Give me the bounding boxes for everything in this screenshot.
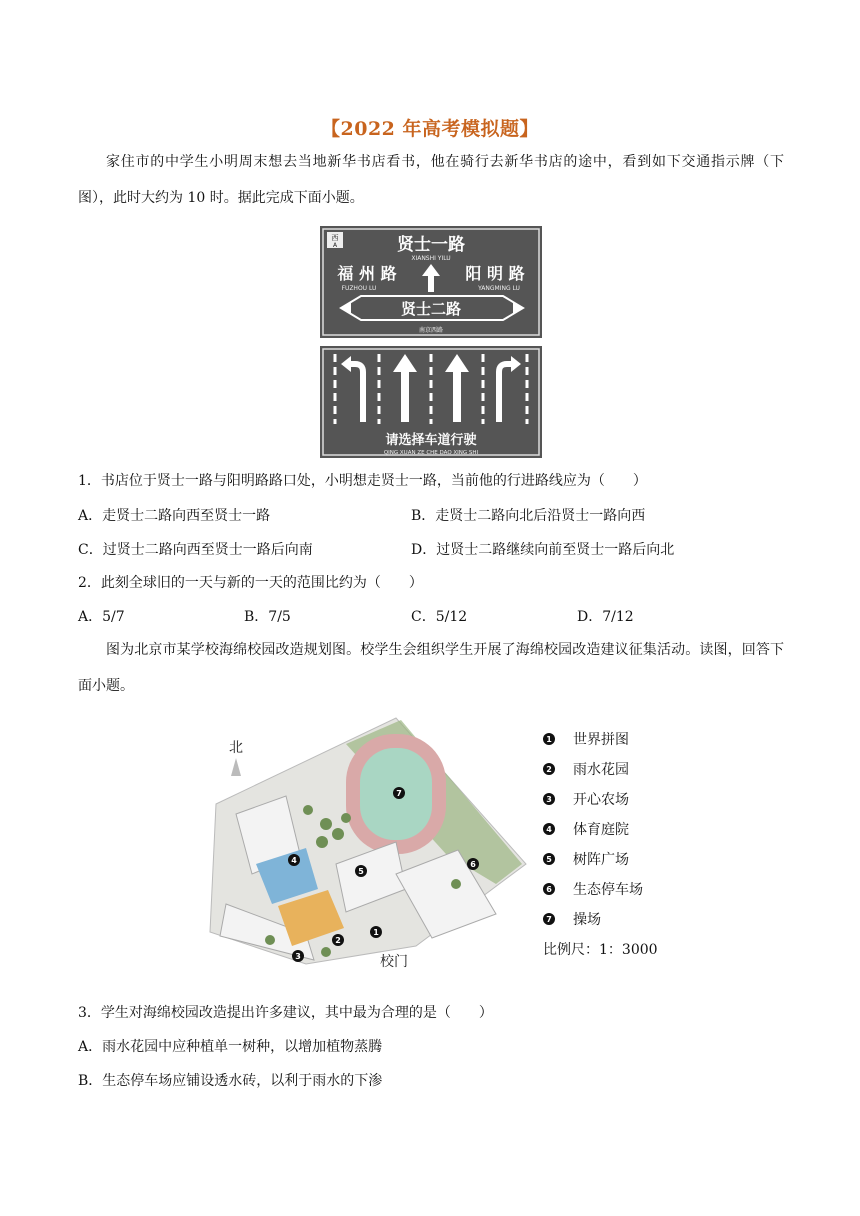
q3-option-b[interactable]: B．生态停车场应铺设透水砖，以利于雨水的下渗 [78,1073,383,1089]
q1-option-a[interactable]: A．走贤士二路向西至贤士一路 [78,508,271,524]
legend-label: 操场 [573,912,601,928]
svg-text:2: 2 [335,936,341,945]
q1-option-c[interactable]: C．过贤士二路向西至贤士一路后向南 [78,542,313,558]
q2-option-a[interactable]: A．5/7 [78,609,125,625]
page-heading: 【2022 年高考模拟题】 [321,118,539,140]
legend-label: 开心农场 [573,792,629,808]
traffic-sign-figure [319,226,543,458]
q2-option-d[interactable]: D．7/12 [577,609,634,625]
legend-item-2 [543,754,713,784]
north-arrow-icon [231,758,241,776]
legend-num-icon: 5 [543,853,555,865]
legend-item-7 [543,904,713,934]
legend-label: 树阵广场 [573,852,629,868]
q2-option-c[interactable]: C．5/12 [411,609,468,625]
campus-map-svg [196,714,532,974]
legend-label: 雨水花园 [573,762,629,778]
legend-num-icon: 6 [543,883,555,895]
sign-left-road-pinyin: FUZHOU LU [341,285,377,292]
sign-left-road: 福 州 路 [337,264,397,283]
gate-label: 校门 [380,954,408,970]
q3-option-a[interactable]: A．雨水花园中应种植单一树种，以增加植物蒸腾 [78,1039,383,1055]
sign-bottom-small: 南京西路 [418,327,444,334]
q2-stem: 2．此刻全球旧的一天与新的一天的范围比约为（ ） [78,575,423,591]
sign-cross-road: 贤士二路 [400,300,462,318]
svg-text:4: 4 [291,856,297,865]
legend-num-icon: 2 [543,763,555,775]
legend-num-icon: 7 [543,913,555,925]
legend-label: 世界拼图 [573,732,629,748]
legend-label: 生态停车场 [573,882,643,898]
badge-a: A [332,242,338,249]
badge-west: 西 [331,234,339,242]
legend-item-6 [543,874,713,904]
legend-num-icon: 3 [543,793,555,805]
q1-option-d[interactable]: D．过贤士二路继续向前至贤士一路后向北 [411,542,675,558]
legend-item-3 [543,784,713,814]
legend-label: 体育庭院 [573,822,629,838]
q1-option-b[interactable]: B．走贤士二路向北后沿贤士一路向西 [411,508,646,524]
svg-text:7: 7 [396,789,402,798]
map-scale: 比例尺：1：3000 [543,942,658,958]
sign-top-road-pinyin: XIANSHI YILU [411,255,451,262]
q2-option-b[interactable]: B．7/5 [244,609,291,625]
map-legend [543,724,713,934]
svg-text:6: 6 [470,860,476,869]
north-label: 北 [229,740,243,756]
sign-top-road: 贤士一路 [397,235,465,255]
legend-num-icon: 1 [543,733,555,745]
lane-sign-pinyin: QING XUAN ZE CHE DAO XING SHI [383,450,479,456]
q3-stem: 3．学生对海绵校园改造提出许多建议，其中最为合理的是（ ） [78,1005,493,1021]
intro-paragraph-2: 图为北京市某学校海绵校园改造规划图。校学生会组织学生开展了海绵校园改造建议征集活动。读图，回答下面小题。 [78,642,784,694]
campus-map-figure [196,714,532,974]
intro-paragraph-1: 家住市的中学生小明周末想去当地新华书店看书，他在骑行去新华书店的途中，看到如下交通指示牌（下图），此时大约为 10 时。据此完成下面小题。 [78,154,784,206]
legend-item-4 [543,814,713,844]
lane-sign-text: 请选择车道行驶 [385,433,477,448]
sign-right-road-pinyin: YANGMING LU [478,285,520,292]
legend-item-5 [543,844,713,874]
legend-num-icon: 4 [543,823,555,835]
svg-text:1: 1 [373,928,379,937]
sign-right-road: 阳 明 路 [465,264,525,283]
svg-text:5: 5 [358,867,364,876]
q1-stem: 1．书店位于贤士一路与阳明路路口处，小明想走贤士一路，当前他的行进路线应为（ ） [78,473,647,489]
traffic-sign-svg [319,226,543,458]
legend-item-1 [543,724,713,754]
svg-text:3: 3 [295,952,301,961]
